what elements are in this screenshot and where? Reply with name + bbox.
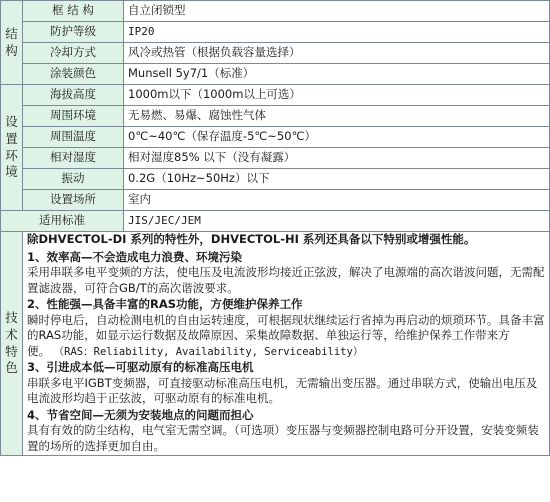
feature-body: 采用串联多电平变频的方法，使电压及电流波形均接近正弦波，解决了电源端的高次谐波问题，无需配置滤波器，可符合GB/T的高次谐波要求。	[27, 265, 545, 295]
feature-title: 4、节省空间—无须为安装地点的问题而担心	[27, 407, 254, 422]
row-label-cooling: 冷却方式	[23, 43, 124, 64]
feature-body-text: 瞬时停电后，自动检测电机的自由运转速度，可根据现状继续运行省掉为再启动的烦琐环节。具备丰富的RAS功能，如显示运行数据及故障原因、采集故障数据、单独运行等，给维护保养工作带来方便。	[27, 312, 545, 358]
row-label-location: 设置场所	[23, 190, 124, 211]
row-label-frame: 框 结 构	[23, 1, 124, 22]
row-label-standard: 适用标准	[1, 211, 124, 232]
group-environment-label: 设 置 环 境	[5, 113, 18, 180]
feature-title: 2、性能强—具备丰富的RAS功能，方便维护保养工作	[27, 297, 303, 312]
row-label-temperature: 周围温度	[23, 127, 124, 148]
row-value-color: Munsell 5y7/1（标准）	[124, 64, 550, 85]
row-value-altitude: 1000m以下（1000m以上可选）	[124, 85, 550, 106]
group-environment	[1, 85, 23, 211]
features-intro: 除DHVECTOL-DI 系列的特性外，DHVECTOL-HI 系列还具备以下特别或增强性能。	[27, 232, 476, 246]
feature-body: 串联多电平IGBT变频器，可直接驱动标准高压电机，无需输出变压器。通过串联方式，使输出电压及电流波形均趋于正弦波，可驱动原有的标准电机。	[27, 375, 538, 406]
row-label-protection: 防护等级	[23, 22, 124, 43]
group-structure-label: 结 构	[5, 25, 18, 58]
row-value-vibration: 0.2G（10Hz~50Hz）以下	[124, 169, 550, 190]
row-label-altitude: 海拔高度	[23, 85, 124, 106]
features-cell	[23, 232, 550, 456]
group-features	[1, 232, 23, 456]
group-structure	[1, 1, 23, 85]
row-value-surroundings: 无易燃、易爆、腐蚀性气体	[124, 106, 550, 127]
row-label-vibration: 振动	[23, 169, 124, 190]
row-label-humidity: 相对湿度	[23, 148, 124, 169]
group-features-label: 技 术 特 色	[5, 309, 18, 376]
row-label-surroundings: 周围环境	[23, 106, 124, 127]
feature-title: 3、引进成本低—可驱动原有的标准高压电机	[27, 360, 254, 375]
feature-note: （RAS：Reliability, Availability, Serviceability）	[53, 345, 364, 358]
row-value-cooling: 风冷或热管（根据负载容量选择）	[124, 43, 550, 64]
row-value-humidity: 相对湿度85% 以下（没有凝露）	[124, 148, 550, 169]
row-label-color: 涂装颜色	[23, 64, 124, 85]
row-value-frame: 自立闭锁型	[124, 1, 550, 22]
row-value-protection: IP20	[124, 22, 550, 43]
feature-title: 1、效率高—不会造成电力浪费、环境污染	[27, 249, 242, 264]
feature-body: 具有有效的防尘结构，电气室无需空调。（可选项）变压器与变频器控制电路可分开设置，安装变频装置的场所的选择更加自由。	[27, 423, 539, 453]
row-value-location: 室内	[124, 190, 550, 211]
feature-body	[27, 313, 545, 360]
row-value-standard: JIS/JEC/JEM	[124, 211, 550, 232]
row-value-temperature: 0℃~40℃（保存温度-5℃~50℃）	[124, 127, 550, 148]
